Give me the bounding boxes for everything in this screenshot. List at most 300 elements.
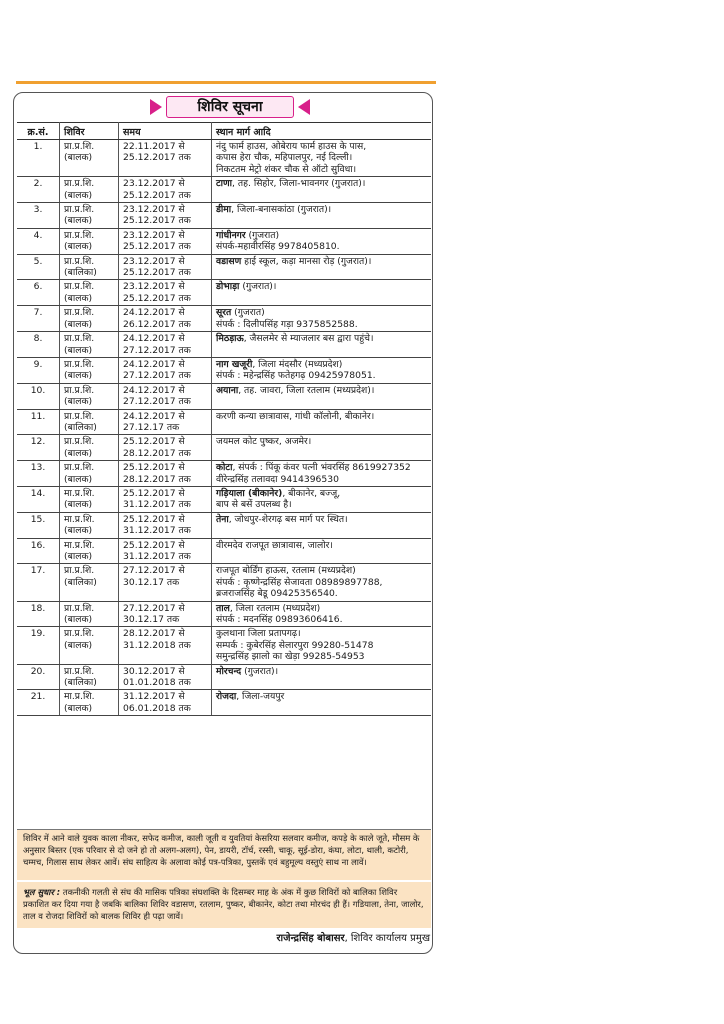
serial-number: 21.	[30, 691, 46, 703]
place-text: , जिला मंदसौर (मध्यप्रदेश)	[252, 358, 343, 370]
camp-type-line: प्रा.प्र.शि.	[64, 141, 95, 152]
serial-number: 14.	[30, 487, 46, 499]
place-line	[216, 499, 427, 510]
camp-type-line: प्रा.प्र.शि.	[64, 565, 95, 577]
date-line: 25.12.2017 से	[123, 462, 185, 474]
cell-sn	[17, 564, 60, 601]
camp-type-line: (बालक)	[64, 318, 93, 330]
camp-type-line: (बालक)	[64, 499, 93, 511]
header-time: समय	[119, 123, 212, 140]
place-text: , जोधपुर-शेरगढ़ बस मार्ग पर स्थित।	[228, 513, 348, 525]
cell-camp	[60, 254, 119, 280]
banner-right-arrow	[298, 99, 310, 115]
place-name: टाणा	[216, 178, 233, 190]
date-line: 30.12.2017 से	[123, 665, 185, 677]
place-text: , तह. सिहोर, जिला-भावनगर (गुजरात)।	[232, 178, 366, 190]
place-text: , बीकानेर, बज्जू,	[282, 487, 341, 499]
camp-type-line: प्रा.प्र.शि.	[64, 204, 95, 216]
cell-sn	[17, 177, 60, 203]
cell-time	[119, 332, 212, 358]
table-header-row	[17, 123, 431, 140]
camp-type-line: (बालिका)	[64, 421, 97, 433]
date-line: 24.12.2017 से	[123, 333, 185, 345]
cell-place	[212, 664, 432, 690]
date-line: 31.12.2017 तक	[123, 551, 191, 562]
camp-type-line: (बालक)	[64, 525, 93, 537]
camp-type-line: प्रा.प्र.शि.	[64, 628, 95, 640]
place-text: बाप से बसें उपलब्ध है।	[216, 499, 292, 511]
cell-camp	[60, 228, 119, 254]
cell-sn	[17, 601, 60, 627]
camp-type-line: प्रा.प्र.शि.	[64, 281, 95, 293]
cell-camp	[60, 383, 119, 409]
table-row	[17, 306, 431, 332]
camp-type-line: प्रा.प्र.शि.	[64, 462, 95, 474]
camp-type-line: (बालिका)	[64, 677, 97, 689]
cell-camp	[60, 332, 119, 358]
cell-sn	[17, 409, 60, 435]
camp-type-line: (बालक)	[64, 292, 93, 304]
place-line	[216, 281, 427, 292]
place-line	[216, 691, 427, 702]
date-line: 31.12.2017 से	[123, 691, 185, 703]
place-text: हाई स्कूल, कड़ा मानसा रोड़ (गुजरात)।	[241, 255, 372, 267]
cell-place	[212, 601, 432, 627]
table-row	[17, 512, 431, 538]
cell-sn	[17, 627, 60, 664]
place-line	[216, 488, 427, 499]
place-line	[216, 164, 427, 175]
place-text: संपर्क : दिलीपसिंह गड़ा 9375852588.	[216, 318, 358, 330]
serial-number: 13.	[30, 462, 46, 474]
cell-place	[212, 486, 432, 512]
place-name: गांधीनगर	[216, 229, 246, 241]
date-line: 25.12.2017 तक	[123, 241, 191, 253]
serial-number: 15.	[30, 513, 46, 525]
place-line	[216, 241, 427, 252]
date-line: 25.12.2017 तक	[123, 152, 191, 164]
date-line: 24.12.2017 से	[123, 307, 185, 319]
camp-type-line: प्रा.प्र.शि.	[64, 436, 95, 448]
date-line: 25.12.2017 तक	[123, 215, 191, 227]
cell-place	[212, 357, 432, 383]
serial-number: 18.	[30, 602, 46, 614]
place-text: वीरमदेव राजपूत छात्रावास, जालोर।	[216, 539, 333, 551]
cell-time	[119, 140, 212, 177]
place-line	[216, 307, 427, 318]
signature-role: , शिविर कार्यालय प्रमुख	[344, 933, 430, 944]
cell-place	[212, 306, 432, 332]
camp-type-line: (बालक)	[64, 370, 93, 382]
header-place: स्थान मार्ग आदि	[212, 123, 432, 140]
place-name: नाग खजूरी	[216, 358, 253, 370]
serial-number: 3.	[33, 204, 43, 216]
place-line	[216, 540, 427, 551]
table-row	[17, 664, 431, 690]
date-line: 27.12.17 तक	[123, 421, 180, 433]
camp-type-line: (बालक)	[64, 614, 93, 626]
cell-camp	[60, 486, 119, 512]
table-row	[17, 564, 431, 601]
place-line	[216, 141, 427, 152]
table-row	[17, 140, 431, 177]
camp-type-line: मा.प्र.शि.	[64, 513, 95, 525]
camp-type-line: (बालक)	[64, 396, 93, 408]
camp-type-line: प्रा.प्र.शि.	[64, 255, 95, 267]
date-line: 25.12.2017 तक	[123, 189, 191, 201]
place-text: , जिला-जयपुर	[236, 691, 285, 703]
date-line: 31.12.2018 तक	[123, 639, 191, 651]
date-line: 27.12.2017 तक	[123, 396, 191, 408]
place-text: , जैसलमेर से म्याजलार बस द्वारा पहुंचे।	[243, 333, 374, 345]
cell-time	[119, 254, 212, 280]
date-line: 23.12.2017 से	[123, 178, 185, 190]
place-name: डोभाड़ा	[216, 281, 240, 293]
serial-number: 6.	[33, 281, 43, 293]
table-row	[17, 203, 431, 229]
place-line	[216, 603, 427, 614]
camp-type-line: (बालक)	[64, 551, 93, 562]
place-text: (गुजरात)	[245, 229, 280, 241]
table-row	[17, 461, 431, 487]
camp-type-line: प्रा.प्र.शि.	[64, 602, 95, 614]
date-line: 06.01.2018 तक	[123, 702, 191, 714]
camp-type-line: मा.प्र.शि.	[64, 487, 95, 499]
cell-place	[212, 627, 432, 664]
title-banner	[150, 96, 310, 118]
camp-type-line: (बालिका)	[64, 576, 97, 588]
place-name: ताल	[216, 602, 230, 614]
place-name: गड़ियाला (बीकानेर)	[216, 487, 283, 499]
place-text: (गुजरात)।	[239, 281, 277, 293]
cell-camp	[60, 564, 119, 601]
place-text: , जिला-बनासकांठा (गुजरात)।	[231, 204, 332, 216]
page-title: शिविर सूचना	[166, 96, 294, 118]
table-row	[17, 383, 431, 409]
serial-number: 11.	[30, 410, 46, 422]
place-name: मिठड़ाऊ	[216, 333, 244, 345]
cell-camp	[60, 601, 119, 627]
cell-sn	[17, 512, 60, 538]
place-line	[216, 411, 427, 422]
camp-type-line: (बालक)	[64, 447, 93, 459]
cell-place	[212, 332, 432, 358]
serial-number: 10.	[30, 384, 46, 396]
cell-camp	[60, 177, 119, 203]
header-camp: शिविर	[60, 123, 119, 140]
cell-time	[119, 203, 212, 229]
place-line	[216, 474, 427, 485]
table-row	[17, 177, 431, 203]
cell-place	[212, 409, 432, 435]
serial-number: 8.	[33, 333, 43, 345]
date-line: 23.12.2017 से	[123, 281, 185, 293]
date-line: 24.12.2017 से	[123, 384, 185, 396]
place-text: वीरेन्द्रसिंह तलावदा 9414396530	[216, 473, 339, 485]
place-line	[216, 666, 427, 677]
place-text: , संपर्क : पिंकू कंवर पत्नी भंवरसिंह 8619927352	[232, 462, 411, 474]
date-line: 25.12.2017 से	[123, 487, 185, 499]
place-text: ब्रजराजसिंह बेडू 09425356540.	[216, 588, 338, 600]
camp-type-line: (बालक)	[64, 189, 93, 201]
place-name: मोरचन्द	[216, 665, 242, 677]
cell-sn	[17, 306, 60, 332]
place-name: वडासण	[216, 255, 242, 267]
cell-sn	[17, 383, 60, 409]
date-line: 31.12.2017 तक	[123, 499, 191, 511]
cell-time	[119, 280, 212, 306]
camp-type-line: मा.प्र.शि.	[64, 691, 95, 703]
cell-camp	[60, 690, 119, 716]
cell-time	[119, 409, 212, 435]
place-line	[216, 628, 427, 639]
date-line: 26.12.2017 तक	[123, 318, 191, 330]
cell-place	[212, 512, 432, 538]
date-line: 27.12.2017 तक	[123, 344, 191, 356]
place-line	[216, 651, 427, 662]
banner-left-arrow	[150, 99, 162, 115]
date-line: 25.12.2017 तक	[123, 267, 191, 279]
place-line	[216, 230, 427, 241]
date-line: 27.12.2017 से	[123, 565, 185, 577]
camp-type-line: (बालक)	[64, 152, 93, 164]
correction-text: तकनीकी गलती से संघ की मासिक पत्रिका संघशक्ति के दिसम्बर माह के अंक में कुछ शिविरों को बालिका शिविर प्रकाशित कर दिया गया है जबकि बालिका शिविर वडासण, रतलाम, पुष्कर, बीकानेर, कोटा तथा मोरचंद ही हैं। गडियाला, तेना, जालोर, ताल व रोजदा शिविरों को बालक शिविर ही पढ़ा जावें।	[23, 887, 424, 921]
camp-type-line: (बालक)	[64, 215, 93, 227]
instructions-text: शिविर में आने वाले युवक काला नीकर, सफेद कमीज, काली जूती व युवतियां केसरिया सलवार कमीज, कपड़े के काले जूते, मौसम के अनुसार बिस्तर (एक परिवार से दो जने हो तो अलग-अलग), पेन, डायरी, टॉर्च, रस्सी, चाकू, सूई-डोरा, कंघा, लोटा, थाली, कटोरी, चम्मच, गिलास साथ लेकर आवें। संघ साहित्य के अलावा कोई पत्र-पत्रिका, पुस्तकें एवं बहुमूल्य वस्तुएं साथ ना लावें।	[23, 833, 420, 867]
place-text: (गुजरात)	[231, 307, 265, 319]
cell-time	[119, 690, 212, 716]
cell-time	[119, 564, 212, 601]
serial-number: 1.	[33, 141, 43, 152]
place-name: कोटा	[216, 462, 233, 474]
camp-type-line: प्रा.प्र.शि.	[64, 178, 95, 190]
place-text: कपास हेरा चौक, महिपालपुर, नई दिल्ली।	[216, 152, 353, 164]
date-line: 28.12.2017 से	[123, 628, 185, 640]
place-line	[216, 319, 427, 330]
table-row	[17, 538, 431, 564]
cell-place	[212, 383, 432, 409]
place-line	[216, 565, 427, 576]
cell-time	[119, 486, 212, 512]
camp-type-line: प्रा.प्र.शि.	[64, 410, 95, 422]
camp-type-line: मा.प्र.शि.	[64, 539, 95, 551]
place-text: कुलथाना जिला प्रतापगढ़।	[216, 628, 301, 640]
table-row	[17, 486, 431, 512]
place-text: सम्पर्क : कुबेरसिंह सेलारपुरा 99280-51478	[216, 639, 374, 651]
date-line: 30.12.17 तक	[123, 614, 180, 626]
signature-name: राजेन्द्रसिंह बोबासर	[276, 933, 345, 944]
place-text: जयमल कोट पुष्कर, अजमेर।	[216, 436, 312, 448]
cell-sn	[17, 690, 60, 716]
cell-place	[212, 280, 432, 306]
camp-type-line: (बालक)	[64, 241, 93, 253]
place-text: संपर्क : महेन्द्रसिंह फतेहगढ़ 09425978051.	[216, 370, 376, 382]
table-row	[17, 627, 431, 664]
cell-camp	[60, 280, 119, 306]
cell-camp	[60, 203, 119, 229]
date-line: 25.12.2017 से	[123, 539, 185, 551]
place-name: सूरत	[216, 307, 232, 319]
cell-camp	[60, 140, 119, 177]
serial-number: 4.	[33, 229, 43, 241]
date-line: 23.12.2017 से	[123, 229, 185, 241]
correction-note	[17, 882, 431, 928]
cell-place	[212, 461, 432, 487]
place-text: समुन्द्रसिंह झालो का खेड़ा 99285-54953	[216, 651, 365, 663]
cell-sn	[17, 486, 60, 512]
cell-sn	[17, 203, 60, 229]
date-line: 23.12.2017 से	[123, 204, 185, 216]
place-text: नंदु फार्म हाउस, ओबेराय फार्म हाउस के पास,	[216, 141, 367, 152]
cell-place	[212, 538, 432, 564]
cell-camp	[60, 409, 119, 435]
cell-sn	[17, 435, 60, 461]
date-line: 27.12.2017 तक	[123, 370, 191, 382]
cell-sn	[17, 254, 60, 280]
cell-sn	[17, 140, 60, 177]
signature	[276, 932, 430, 946]
top-rule	[16, 81, 436, 84]
cell-time	[119, 177, 212, 203]
serial-number: 20.	[30, 665, 46, 677]
correction-label: भूल सुधार :	[23, 887, 61, 897]
cell-time	[119, 627, 212, 664]
place-line	[216, 152, 427, 163]
cell-time	[119, 601, 212, 627]
cell-camp	[60, 306, 119, 332]
camp-type-line: प्रा.प्र.शि.	[64, 333, 95, 345]
date-line: 31.12.2017 तक	[123, 525, 191, 537]
camp-type-line: प्रा.प्र.शि.	[64, 307, 95, 319]
place-text: निकटतम मेट्रो शंकर चौक से ऑटो सुविधा।	[216, 163, 357, 175]
cell-sn	[17, 538, 60, 564]
cell-sn	[17, 280, 60, 306]
place-text: राजपूत बोर्डिंग हाऊस, रतलाम (मध्यप्रदेश)	[216, 565, 356, 577]
place-line	[216, 588, 427, 599]
camp-type-line: प्रा.प्र.शि.	[64, 358, 95, 370]
cell-time	[119, 306, 212, 332]
cell-sn	[17, 228, 60, 254]
cell-camp	[60, 357, 119, 383]
cell-time	[119, 664, 212, 690]
date-line: 25.12.2017 से	[123, 436, 185, 448]
place-line	[216, 333, 427, 344]
date-line: 28.12.2017 तक	[123, 447, 191, 459]
table-row	[17, 228, 431, 254]
date-line: 22.11.2017 से	[123, 141, 185, 152]
cell-camp	[60, 538, 119, 564]
cell-sn	[17, 332, 60, 358]
place-text: संपर्क-महावीरसिंह 9978405810.	[216, 241, 340, 253]
date-line: 23.12.2017 से	[123, 255, 185, 267]
place-text: संपर्क : मदनसिंह 09893606416.	[216, 614, 343, 626]
cell-place	[212, 690, 432, 716]
serial-number: 5.	[33, 255, 43, 267]
camp-type-line: प्रा.प्र.शि.	[64, 665, 95, 677]
camp-type-line: (बालक)	[64, 639, 93, 651]
cell-camp	[60, 461, 119, 487]
place-text: संपर्क : कृष्णेन्द्रसिंह सेजावता 08989897788,	[216, 576, 383, 588]
place-line	[216, 640, 427, 651]
place-line	[216, 436, 427, 447]
cell-place	[212, 177, 432, 203]
serial-number: 7.	[33, 307, 43, 319]
table-row	[17, 435, 431, 461]
table-row	[17, 280, 431, 306]
place-line	[216, 204, 427, 215]
cell-place	[212, 228, 432, 254]
place-line	[216, 614, 427, 625]
cell-time	[119, 228, 212, 254]
place-text: करणी कन्या छात्रावास, गांधी कॉलोनी, बीकानेर।	[216, 410, 375, 422]
place-line	[216, 359, 427, 370]
cell-time	[119, 461, 212, 487]
cell-place	[212, 435, 432, 461]
cell-place	[212, 564, 432, 601]
place-line	[216, 514, 427, 525]
table-row	[17, 332, 431, 358]
camp-type-line: (बालक)	[64, 702, 93, 714]
date-line: 24.12.2017 से	[123, 358, 185, 370]
place-name: रोजदा	[216, 691, 237, 703]
place-name: अयाना	[216, 384, 239, 396]
cell-time	[119, 435, 212, 461]
date-line: 28.12.2017 तक	[123, 473, 191, 485]
camp-table	[17, 122, 431, 716]
cell-time	[119, 383, 212, 409]
serial-number: 19.	[30, 628, 46, 640]
place-name: डीमा	[216, 204, 232, 216]
cell-sn	[17, 664, 60, 690]
camp-type-line: (बालक)	[64, 344, 93, 356]
cell-sn	[17, 461, 60, 487]
header-sn: क्र.सं.	[17, 123, 60, 140]
date-line: 01.01.2018 तक	[123, 677, 191, 689]
cell-time	[119, 538, 212, 564]
date-line: 24.12.2017 से	[123, 410, 185, 422]
serial-number: 12.	[30, 436, 46, 448]
cell-time	[119, 512, 212, 538]
camp-type-line: प्रा.प्र.शि.	[64, 384, 95, 396]
cell-camp	[60, 512, 119, 538]
place-line	[216, 577, 427, 588]
place-line	[216, 178, 427, 189]
cell-sn	[17, 357, 60, 383]
date-line: 30.12.17 तक	[123, 576, 180, 588]
camp-type-line: प्रा.प्र.शि.	[64, 229, 95, 241]
table-row	[17, 690, 431, 716]
serial-number: 9.	[33, 358, 43, 370]
cell-place	[212, 254, 432, 280]
cell-time	[119, 357, 212, 383]
table-row	[17, 357, 431, 383]
cell-camp	[60, 664, 119, 690]
cell-place	[212, 203, 432, 229]
instructions-note	[17, 829, 431, 880]
cell-camp	[60, 627, 119, 664]
place-name: तेना	[216, 513, 229, 525]
place-line	[216, 385, 427, 396]
place-text: , जिला रतलाम (मध्यप्रदेश)	[229, 602, 321, 614]
table-row	[17, 409, 431, 435]
place-line	[216, 462, 427, 473]
camp-type-line: (बालिका)	[64, 267, 97, 279]
place-text: (गुजरात)।	[241, 665, 279, 677]
serial-number: 2.	[33, 178, 43, 190]
cell-camp	[60, 435, 119, 461]
table-row	[17, 601, 431, 627]
cell-place	[212, 140, 432, 177]
